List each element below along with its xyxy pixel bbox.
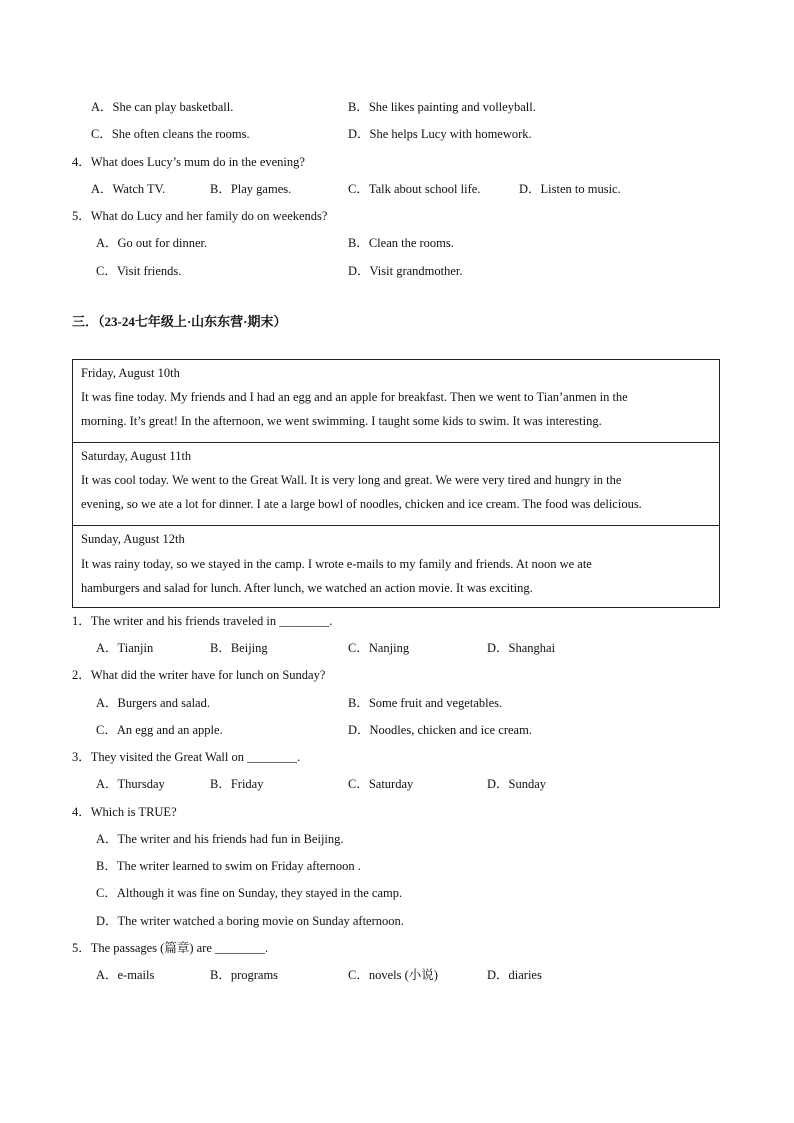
option-b[interactable]: B．She likes painting and volleyball. <box>348 100 536 114</box>
question-stem: 4．Which is TRUE? <box>72 805 177 819</box>
option-d[interactable]: D．Noodles, chicken and ice cream. <box>348 723 532 737</box>
diary-text: It was cool today. We went to the Great Wall. It is very long and great. We were very tired and hungry in the <box>81 473 622 487</box>
diary-date: Sunday, August 12th <box>81 532 185 546</box>
option-c[interactable]: C．She often cleans the rooms. <box>91 127 250 141</box>
diary-text: It was rainy today, so we stayed in the camp. I wrote e-mails to my family and friends. At noon we ate <box>81 557 592 571</box>
option-a[interactable]: A．Burgers and salad. <box>96 696 210 710</box>
option-a[interactable]: A．Thursday <box>96 777 165 791</box>
option-a[interactable]: A．The writer and his friends had fun in Beijing. <box>96 832 344 846</box>
option-d[interactable]: D．Sunday <box>487 777 547 791</box>
question-stem: 1．The writer and his friends traveled in ________. <box>72 614 333 628</box>
option-c[interactable]: C．Talk about school life. <box>348 182 481 196</box>
question-stem: 4．What does Lucy’s mum do in the evening? <box>72 155 305 169</box>
diary-text: morning. It’s great! In the afternoon, we went swimming. I taught some kids to swim. It was interesting. <box>81 414 602 428</box>
question-stem: 2．What did the writer have for lunch on Sunday? <box>72 668 326 682</box>
option-d[interactable]: D．She helps Lucy with homework. <box>348 127 532 141</box>
option-c[interactable]: C．Although it was fine on Sunday, they stayed in the camp. <box>96 886 403 900</box>
option-b[interactable]: B．The writer learned to swim on Friday afternoon . <box>96 859 361 873</box>
diary-date: Friday, August 10th <box>81 366 180 380</box>
option-c[interactable]: C．novels (小说) <box>348 968 438 982</box>
option-b[interactable]: B．Some fruit and vegetables. <box>348 696 503 710</box>
section-title: 三．（23-24七年级上·山东东营·期末） <box>72 314 287 329</box>
option-d[interactable]: D．The writer watched a boring movie on Sunday afternoon. <box>96 914 404 928</box>
option-c[interactable]: C．An egg and an apple. <box>96 723 223 737</box>
option-a[interactable]: A．Go out for dinner. <box>96 236 208 250</box>
diary-text: evening, so we ate a lot for dinner. I ate a large bowl of noodles, chicken and ice cream. The food was delicious. <box>81 497 642 511</box>
option-b[interactable]: B．Play games. <box>210 182 292 196</box>
option-a[interactable]: A．Watch TV. <box>91 182 166 196</box>
option-a[interactable]: A．She can play basketball. <box>91 100 234 114</box>
question-stem: 5．What do Lucy and her family do on weekends? <box>72 209 328 223</box>
option-d[interactable]: D．Shanghai <box>487 641 556 655</box>
diary-text: It was fine today. My friends and I had an egg and an apple for breakfast. Then we went to Tian’anmen in the <box>81 390 628 404</box>
option-d[interactable]: D．diaries <box>487 968 542 982</box>
diary-date: Saturday, August 11th <box>81 449 192 463</box>
diary-box <box>72 359 720 608</box>
diary-entry <box>73 443 719 526</box>
diary-text: hamburgers and salad for lunch. After lunch, we watched an action movie. It was exciting. <box>81 581 533 595</box>
diary-entry <box>73 360 719 443</box>
option-b[interactable]: B．Clean the rooms. <box>348 236 454 250</box>
diary-entry <box>73 526 719 609</box>
option-b[interactable]: B．Friday <box>210 777 264 791</box>
option-c[interactable]: C．Visit friends. <box>96 264 182 278</box>
option-c[interactable]: C．Saturday <box>348 777 414 791</box>
option-d[interactable]: D．Visit grandmother. <box>348 264 463 278</box>
question-stem: 3．They visited the Great Wall on ________. <box>72 750 301 764</box>
option-a[interactable]: A．e-mails <box>96 968 155 982</box>
option-c[interactable]: C．Nanjing <box>348 641 410 655</box>
option-b[interactable]: B．Beijing <box>210 641 268 655</box>
option-a[interactable]: A．Tianjin <box>96 641 154 655</box>
option-b[interactable]: B．programs <box>210 968 279 982</box>
question-stem: 5．The passages (篇章) are ________. <box>72 941 269 955</box>
option-d[interactable]: D．Listen to music. <box>519 182 621 196</box>
